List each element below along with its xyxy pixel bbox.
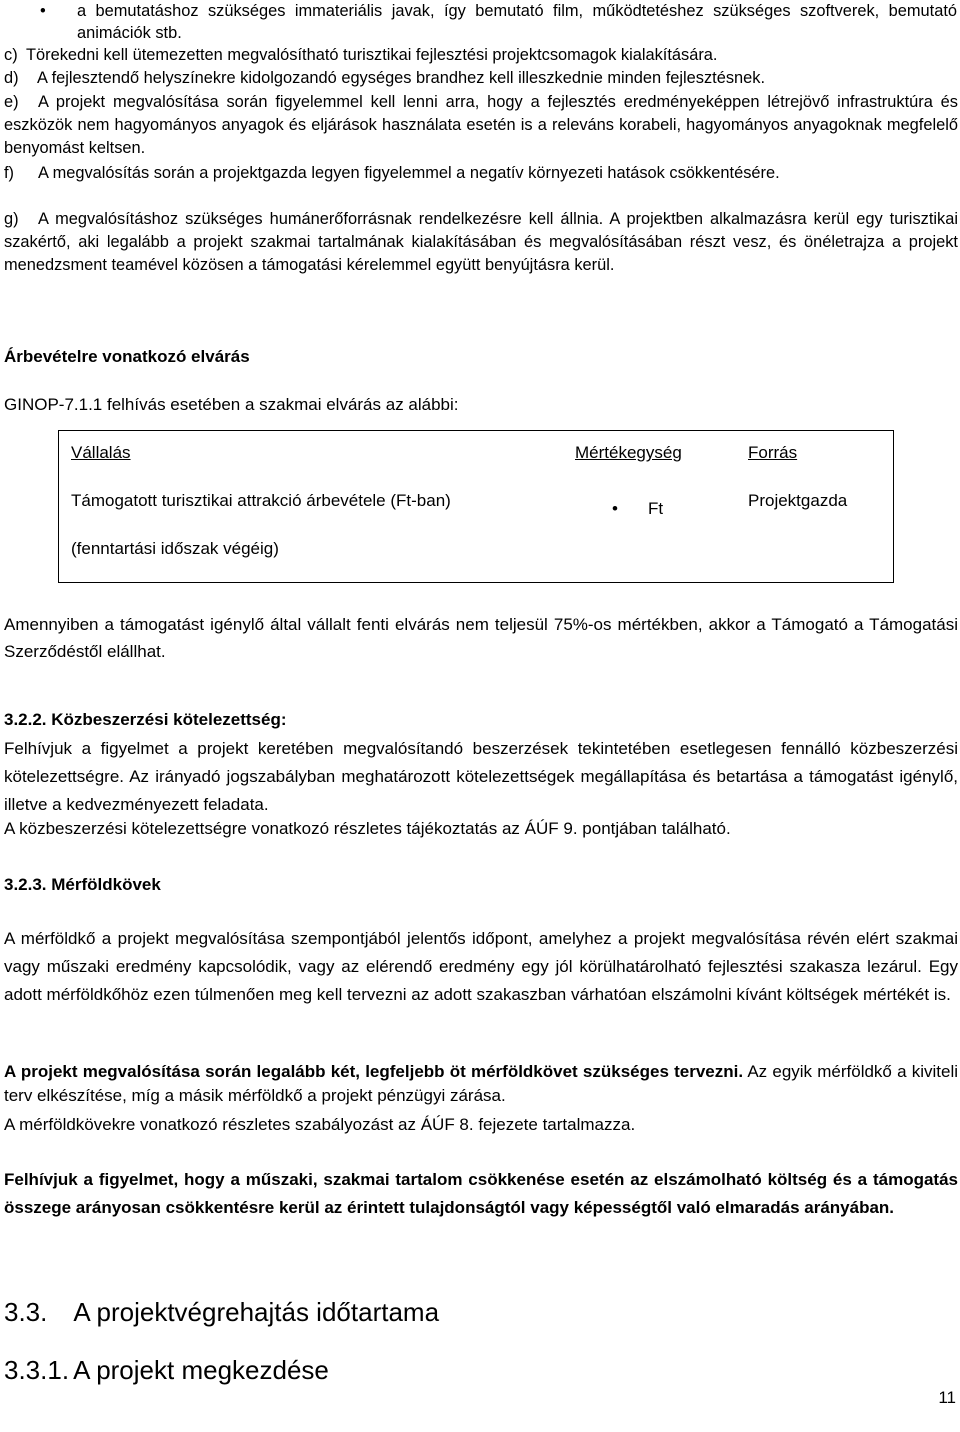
- item-text: A projekt megvalósítása során figyelemmel kell lenni arra, hogy a fejlesztés eredményeképpen létrejövő infrastruktúra és eszközök nem hagyományos anyagok és eljárások használata esetén is a releváns korabeli, hagyományos anyagoknak megfelelő benyomást keltsen.: [4, 93, 958, 157]
- item-label: c): [4, 46, 18, 64]
- milestones-heading: 3.2.3. Mérföldkövek: [4, 875, 161, 894]
- milestones-requirement-rest: Az egyik mérföldkő a kiviteli terv elkészítése, míg a másik mérföldkő a projekt pénzügyi zárása.: [4, 1062, 958, 1105]
- section-heading-3-3: [4, 1297, 439, 1327]
- milestones-paragraph-1: A mérföldkő a projekt megvalósítása szempontjából jelentős időpont, amelyhez a projekt megvalósítása révén elért szakmai vagy műszaki eredmény kapcsolódik, vagy az elérendő eredmény egy jól körülhatárolható fejlesztési szakasza lezárul. Egy adott mérföldkőhöz ezen túlmenően meg kell tervezni az adott szakaszban várhatóan elszámolni kívánt költségek mértékét is.: [4, 929, 958, 1004]
- bullet-dot-icon: •: [40, 2, 46, 20]
- item-text: Törekedni kell ütemezetten megvalósítható turisztikai fejlesztési projektcsomagok kialakítására.: [26, 46, 718, 64]
- section-title: A projektvégrehajtás időtartama: [73, 1297, 440, 1327]
- page-number: 11: [938, 1388, 956, 1407]
- revenue-heading: Árbevételre vonatkozó elvárás: [4, 347, 250, 366]
- milestones-paragraph-2: [4, 1060, 958, 1108]
- item-text: A megvalósítás során a projektgazda legyen figyelemmel a negatív környezeti hatások csökkentésére.: [38, 164, 780, 182]
- section-number: 3.3.: [4, 1297, 48, 1327]
- item-label: e): [4, 93, 19, 111]
- table-cell-source: Projektgazda: [748, 491, 848, 510]
- table-cell-commitment-line2: (fenntartási időszak végéig): [71, 539, 279, 558]
- revenue-note: Amennyiben a támogatást igénylő által vállalt fenti elvárás nem teljesül 75%-os mértékben, akkor a Támogató a Támogatási Szerződéstől elállhat.: [4, 615, 958, 661]
- table-header-commitment: Vállalás: [71, 443, 131, 462]
- table-cell-commitment-line1: Támogatott turisztikai attrakció árbevétele (Ft-ban): [71, 491, 451, 510]
- item-label: f): [4, 164, 15, 182]
- table-bullet-icon: •: [612, 499, 618, 518]
- section-heading-3-3-1: [4, 1355, 329, 1385]
- milestones-requirement: A projekt megvalósítása során legalább két, legfeljebb öt mérföldkövet szükséges tervezni.: [4, 1062, 744, 1081]
- table-header-unit: Mértékegység: [575, 443, 682, 462]
- table-cell-unit: Ft: [648, 499, 664, 518]
- table-header-source: Forrás: [748, 443, 798, 462]
- procurement-heading: 3.2.2. Közbeszerzési kötelezettség:: [4, 710, 287, 729]
- item-text: A fejlesztendő helyszínekre kidolgozandó egységes brandhez kell illeszkednie minden fejlesztésnek.: [37, 69, 765, 87]
- item-label: g): [4, 210, 19, 228]
- procurement-paragraph-2: A közbeszerzési kötelezettségre vonatkozó részletes tájékoztatás az ÁÚF 9. pontjában található.: [4, 819, 731, 838]
- bullet-text: a bemutatáshoz szükséges immateriális javak, így bemutató film, működtetéshez szükséges szoftverek, bemutató animációk stb.: [77, 2, 957, 42]
- revenue-intro: GINOP-7.1.1 felhívás esetében a szakmai elvárás az alábbi:: [4, 395, 459, 414]
- milestones-paragraph-3: A mérföldkövekre vonatkozó részletes szabályozást az ÁÚF 8. fejezete tartalmazza.: [4, 1115, 636, 1134]
- milestones-warning: Felhívjuk a figyelmet, hogy a műszaki, szakmai tartalom csökkenése esetén az elszámolható költség és a támogatás összege arányosan csökkentésre kerül az érintett tulajdonságtól vagy képességtől való elmaradás arányában.: [4, 1170, 958, 1217]
- section-title: A projekt megkezdése: [73, 1355, 329, 1385]
- commitment-table: [58, 430, 894, 583]
- section-number: 3.3.1.: [4, 1355, 70, 1385]
- item-label: d): [4, 69, 19, 87]
- item-text: A megvalósításhoz szükséges humánerőforrásnak rendelkezésre kell állnia. A projektben alkalmazásra kerül egy turisztikai szakértő, aki legalább a projekt szakmai tartalmának kialakításában és megvalósításában részt vesz, és önéletrajza a projekt menedzsment teamével közösen a támogatási kérelemmel együtt benyújtásra kerül.: [4, 210, 958, 274]
- procurement-paragraph-1: Felhívjuk a figyelmet a projekt keretében megvalósítandó beszerzések tekintetében esetlegesen fennálló közbeszerzési kötelezettségre. Az irányadó jogszabályban meghatározott kötelezettségek megállapítása és betartása a támogatást igénylő, illetve a kedvezményezett feladata.: [4, 739, 958, 814]
